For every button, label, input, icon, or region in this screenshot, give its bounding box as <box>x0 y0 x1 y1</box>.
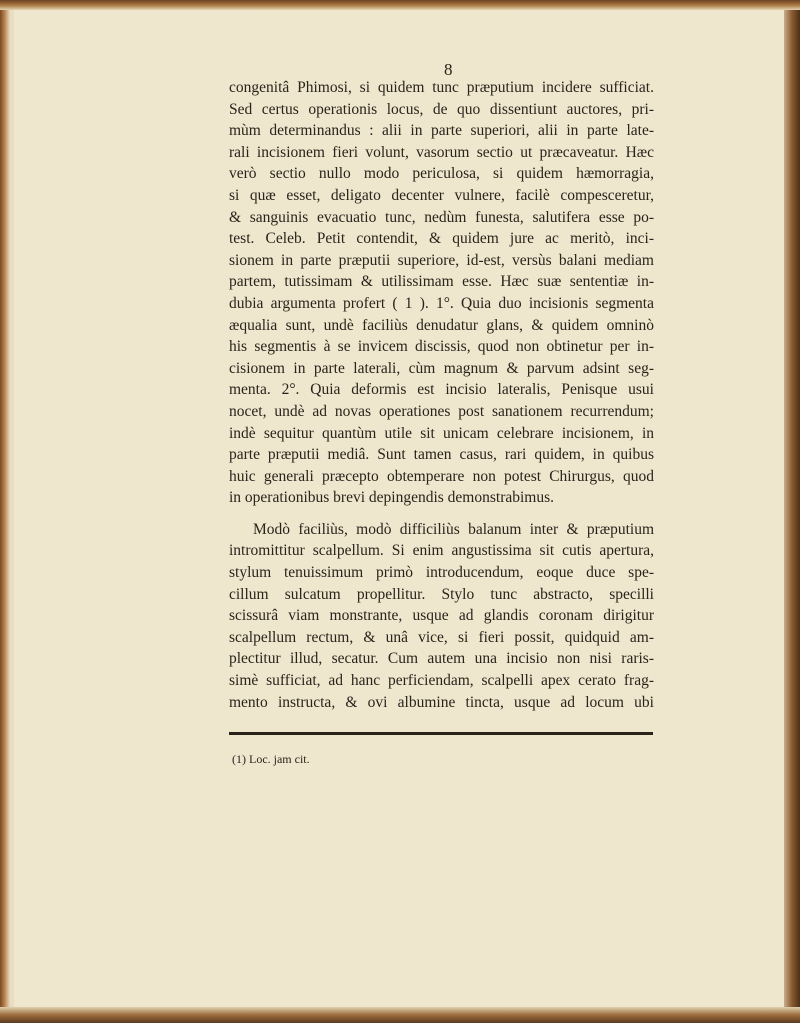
text-line: mùm determinandus : alii in parte superiori, alii in parte late- <box>229 122 654 140</box>
bottom-edge-shadow <box>0 1007 800 1023</box>
paragraph <box>229 519 654 713</box>
text-line: scissurâ viam monstrante, usque ad glandis coronam dirigitur <box>229 607 654 625</box>
text-line: si quæ esset, deligato decenter vulnere, facilè compesceretur, <box>229 186 654 204</box>
text-line: simè sufficiat, ad hanc perficiendam, scalpelli apex cerato frag- <box>229 672 654 690</box>
text-line: rali incisionem fieri volunt, vasorum sectio ut præcaveatur. Hæc <box>229 143 654 161</box>
footnote: (1) Loc. jam cit. <box>232 752 310 766</box>
text-line: test. Celeb. Petit contendit, & quidem jure ac meritò, inci- <box>229 230 654 248</box>
text-line: intromittitur scalpellum. Si enim angustissima sit cutis apertura, <box>229 542 654 560</box>
text-line: partem, tutissimam & utilissimam esse. Hæc suæ sententiæ in- <box>229 273 654 291</box>
text-line: & sanguinis evacuatio tunc, nedùm funesta, salutifera esse po- <box>229 208 654 226</box>
top-edge-shadow <box>0 0 800 10</box>
text-line: plectitur illud, secatur. Cum autem una incisio non nisi raris- <box>229 650 654 668</box>
text-line: scalpellum rectum, & unâ vice, si fieri possit, quidquid am- <box>229 628 654 646</box>
text-line: menta. 2°. Quia deformis est incisio lateralis, Penisque usui <box>229 381 654 399</box>
text-line: indè sequitur quantùm utile sit unicam celebrare incisionem, in <box>229 424 654 442</box>
text-line: Sed certus operationis locus, de quo dissentiunt auctores, pri- <box>229 100 654 118</box>
text-line: cillum sulcatum propellitur. Stylo tunc abstracto, specilli <box>229 585 654 603</box>
body-text <box>229 77 654 713</box>
text-line: sionem in parte præputii superiore, id-est, versùs balani mediam <box>229 251 654 269</box>
text-line: dubia argumenta profert ( 1 ). 1°. Quia duo incisionis segmenta <box>229 294 654 312</box>
text-line: huic generali præcepto obtemperare non potest Chirurgus, quod <box>229 467 654 485</box>
text-line: Modò faciliùs, modò difficiliùs balanum inter & præputium <box>253 520 654 538</box>
footnote-rule <box>229 732 653 735</box>
text-line: stylum tenuissimum primò introducendum, eoque duce spe- <box>229 564 654 582</box>
text-line: his segmentis à se invicem discissis, quod non obtinetur per in- <box>229 338 654 356</box>
paragraph <box>229 77 654 509</box>
text-line: congenitâ Phimosi, si quidem tunc præputium incidere sufficiat. <box>229 79 654 96</box>
text-line: mento instructa, & ovi albumine tincta, usque ad locum ubi <box>229 693 654 711</box>
text-line: nocet, undè ad novas operationes post sanationem recurrendum; <box>229 402 654 420</box>
text-line: cisionem in parte laterali, cùm magnum & parvum adsint seg- <box>229 359 654 377</box>
text-line: verò sectio nullo modo periculosa, si quidem hæmorragia, <box>229 165 654 183</box>
page-number: 8 <box>444 60 453 79</box>
text-line: in operationibus brevi depingendis demonstrabimus. <box>229 489 555 507</box>
text-line: æqualia sunt, undè faciliùs denudatur glans, & quidem omninò <box>229 316 654 334</box>
paragraph-gap <box>229 509 654 519</box>
text-line: parte præputii mediâ. Sunt tamen casus, rari quidem, in quibus <box>229 446 654 464</box>
